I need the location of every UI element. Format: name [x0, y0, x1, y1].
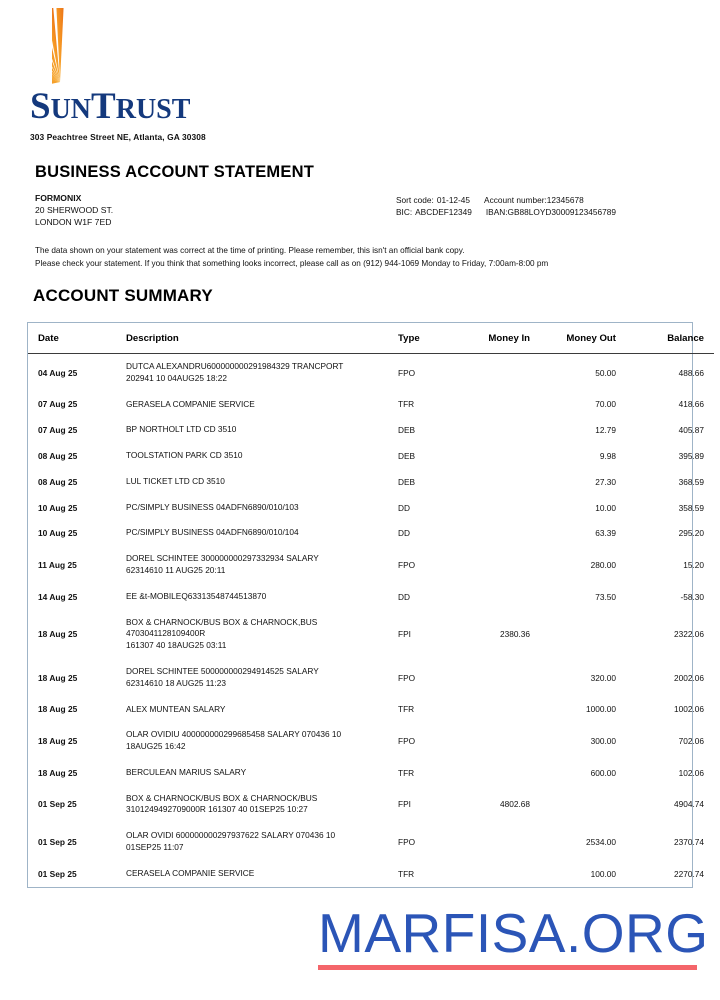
table-row: [28, 760, 714, 786]
description-line-2: 62314610 18 AUG25 11:23: [126, 677, 226, 688]
table-body: [28, 354, 714, 887]
cell-date: 18 Aug 25: [38, 704, 78, 715]
cell-money-out: 9.98: [599, 451, 616, 462]
description-line-1: OLAR OVIDI 600000000297937622 SALARY 070436 10: [126, 830, 336, 841]
cell-type: FPO: [398, 560, 416, 571]
cell-money-in: [456, 469, 530, 495]
cell-balance: 2322.06: [674, 629, 704, 640]
section-heading-account-summary: ACCOUNT SUMMARY: [33, 286, 213, 305]
cell-balance: 295.20: [678, 528, 704, 539]
transactions-table-container: [27, 322, 704, 888]
cell-money-in: [456, 443, 530, 469]
cell-balance: 102.06: [678, 767, 704, 778]
cell-date: 10 Aug 25: [38, 528, 78, 539]
transactions-table: [28, 323, 714, 887]
cell-money-out: 50.00: [595, 367, 616, 378]
cell-money-in: [456, 584, 530, 610]
cell-description: [126, 722, 398, 760]
cell-balance: 2002.06: [674, 672, 704, 683]
description-line-2: 18AUG25 16:42: [126, 741, 186, 752]
description-line-2: 161307 40 18AUG25 03:11: [126, 640, 227, 651]
cell-balance: 368.59: [678, 476, 704, 487]
cell-money-in: 2380.36: [500, 629, 530, 640]
account-number-value: 12345678: [546, 195, 584, 205]
cell-date: 08 Aug 25: [38, 451, 78, 462]
cell-type: DEB: [398, 476, 416, 487]
cell-type: TFR: [398, 868, 415, 879]
watermark-underline: [318, 965, 697, 970]
account-meta-row-2: [396, 206, 616, 218]
table-row: [28, 659, 714, 697]
cell-money-in: [456, 417, 530, 443]
table-row: [28, 354, 714, 392]
description-line-1: GERASELA COMPANIE SERVICE: [126, 398, 255, 409]
cell-description: [126, 584, 398, 610]
cell-date: 08 Aug 25: [38, 476, 78, 487]
bank-logo-block: [30, 8, 290, 142]
cell-money-out: 63.39: [595, 528, 616, 539]
site-watermark: [318, 902, 709, 970]
watermark-text: MARFISA.ORG: [318, 902, 709, 964]
cell-description: [126, 417, 398, 443]
cell-date: 18 Aug 25: [38, 672, 78, 683]
cell-money-out: 10.00: [595, 502, 616, 513]
column-header-balance: Balance: [616, 323, 714, 354]
wordmark-un: UN: [50, 94, 92, 125]
description-line-1: BERCULEAN MARIUS SALARY: [126, 766, 247, 777]
description-line-1: ALEX MUNTEAN SALARY: [126, 703, 226, 714]
table-row: [28, 722, 714, 760]
iban-value: GB88LOYD30009123456789: [507, 207, 616, 218]
disclaimer-line-2: Please check your statement. If you think that something looks incorrect, please call as on (912) 944-1069 Monday to Friday, 7:00am-8:00 pm: [35, 259, 549, 269]
table-row: [28, 786, 714, 824]
cell-type: FPO: [398, 367, 416, 378]
table-row: [28, 823, 714, 861]
table-row: [28, 443, 714, 469]
column-header-date: Date: [28, 323, 126, 354]
cell-description: [126, 760, 398, 786]
cell-date: 07 Aug 25: [38, 399, 78, 410]
sunburst-icon: [52, 8, 232, 86]
cell-money-out: 70.00: [595, 399, 616, 410]
cell-money-out: 280.00: [590, 560, 616, 571]
cell-type: FPO: [398, 836, 416, 847]
description-line-1: BOX & CHARNOCK/BUS BOX & CHARNOCK,BUS 4703041128109400R: [126, 616, 318, 639]
cell-balance: 405.87: [678, 425, 704, 436]
cell-type: FPO: [398, 736, 416, 747]
description-line-1: PC/SIMPLY BUSINESS 04ADFN6890/010/103: [126, 501, 299, 512]
column-header-money-in: Money In: [456, 323, 530, 354]
sort-code-label: Sort code:: [396, 195, 434, 205]
description-line-1: DUTCA ALEXANDRU600000000291984329 TRANCPORT: [126, 361, 344, 371]
description-line-1: BP NORTHOLT LTD CD 3510: [126, 424, 237, 435]
cell-type: TFR: [398, 767, 415, 778]
description-line-1: LUL TICKET LTD CD 3510: [126, 475, 225, 486]
cell-money-in: [456, 495, 530, 521]
sort-code-value: 01-12-45: [436, 195, 471, 205]
cell-type: DD: [398, 528, 410, 539]
cell-description: [126, 659, 398, 697]
customer-name: FORMONIX: [35, 193, 82, 203]
description-line-1: TOOLSTATION PARK CD 3510: [126, 450, 243, 461]
description-line-2: 202941 10 04AUG25 18:22: [126, 372, 228, 383]
table-row: [28, 861, 714, 887]
cell-balance: -58.30: [680, 591, 704, 602]
cell-money-out: 1000.00: [586, 704, 616, 715]
table-row: [28, 495, 714, 521]
cell-balance: 395.89: [678, 451, 704, 462]
cell-date: 18 Aug 25: [38, 629, 78, 640]
table-row: [28, 584, 714, 610]
cell-description: [126, 786, 398, 824]
cell-money-out: 12.79: [595, 425, 616, 436]
cell-description: [126, 546, 398, 584]
description-line-1: OLAR OVIDIU 400000000299685458 SALARY 070436 10: [126, 729, 342, 740]
cell-date: 18 Aug 25: [38, 736, 78, 747]
cell-money-out: 2534.00: [586, 836, 616, 847]
table-row: [28, 392, 714, 418]
wordmark-t: T: [91, 86, 116, 127]
cell-money-in: [456, 760, 530, 786]
cell-money-out: 27.30: [595, 476, 616, 487]
cell-date: 01 Sep 25: [38, 799, 77, 810]
cell-type: DD: [398, 591, 410, 602]
cell-balance: 15.20: [683, 560, 704, 571]
description-line-2: 01SEP25 11:07: [126, 841, 184, 852]
column-header-money-out: Money Out: [530, 323, 616, 354]
description-line-2: 62314610 11 AUG25 20:11: [126, 565, 226, 576]
column-header-description: Description: [126, 323, 398, 354]
cell-money-out: [530, 610, 616, 659]
cell-balance: 702.06: [678, 736, 704, 747]
table-row: [28, 546, 714, 584]
cell-type: TFR: [398, 399, 415, 410]
cell-type: FPI: [398, 629, 411, 640]
description-line-1: BOX & CHARNOCK/BUS BOX & CHARNOCK/BUS: [126, 792, 318, 803]
cell-type: DEB: [398, 425, 416, 436]
cell-balance: 418.66: [678, 399, 704, 410]
table-row: [28, 697, 714, 723]
customer-address-line-1: 20 SHERWOOD ST.: [35, 205, 114, 216]
cell-money-in: [456, 546, 530, 584]
description-line-1: DOREL SCHINTEE 500000000294914525 SALARY: [126, 665, 319, 676]
wordmark-s: S: [30, 86, 51, 127]
description-line-2: 3101249492709000R 161307 40 01SEP25 10:27: [126, 804, 308, 815]
description-line-1: PC/SIMPLY BUSINESS 04ADFN6890/010/104: [126, 527, 299, 538]
cell-money-out: [530, 786, 616, 824]
cell-type: FPO: [398, 672, 416, 683]
cell-description: [126, 495, 398, 521]
cell-money-out: 600.00: [590, 767, 616, 778]
cell-money-out: 300.00: [590, 736, 616, 747]
cell-date: 07 Aug 25: [38, 425, 78, 436]
cell-balance: 2270.74: [674, 868, 704, 879]
cell-money-out: 100.00: [590, 868, 616, 879]
cell-money-in: [456, 697, 530, 723]
cell-money-out: 73.50: [595, 591, 616, 602]
cell-money-in: [456, 520, 530, 546]
cell-balance: 358.59: [678, 502, 704, 513]
description-line-1: EE &t-MOBILEQ63313548744513870: [126, 590, 267, 601]
bic-label: BIC:: [396, 207, 413, 218]
cell-balance: 488.66: [678, 367, 704, 378]
table-row: [28, 520, 714, 546]
iban-label: IBAN:: [485, 207, 508, 218]
table-row: [28, 417, 714, 443]
cell-money-in: [456, 659, 530, 697]
description-line-1: CERASELA COMPANIE SERVICE: [126, 867, 255, 878]
cell-money-in: [456, 392, 530, 418]
customer-address-block: [35, 192, 113, 229]
cell-money-in: [456, 722, 530, 760]
disclaimer-block: [35, 244, 695, 270]
cell-description: [126, 469, 398, 495]
cell-balance: 1002.06: [674, 704, 704, 715]
cell-description: [126, 443, 398, 469]
cell-type: DD: [398, 502, 410, 513]
table-row: [28, 610, 714, 659]
wordmark-rust: RUST: [115, 94, 191, 125]
cell-balance: 2370.74: [674, 836, 704, 847]
cell-description: [126, 520, 398, 546]
cell-type: FPI: [398, 799, 411, 810]
bank-wordmark: [30, 88, 290, 125]
cell-date: 11 Aug 25: [38, 560, 77, 571]
table-header: [28, 323, 714, 354]
account-meta-row-1: [396, 194, 616, 206]
customer-address-line-2: LONDON W1F 7ED: [35, 217, 112, 228]
cell-description: [126, 697, 398, 723]
cell-description: [126, 392, 398, 418]
cell-type: DEB: [398, 451, 416, 462]
disclaimer-line-1: The data shown on your statement was correct at the time of printing. Please remember, this isn't an official bank copy.: [35, 246, 465, 255]
column-header-type: Type: [398, 323, 456, 354]
account-details-block: [396, 194, 616, 219]
cell-money-in: [456, 354, 530, 392]
account-number-label: Account number:: [484, 195, 547, 205]
cell-description: [126, 823, 398, 861]
cell-description: [126, 861, 398, 887]
description-line-1: DOREL SCHINTEE 300000000297332934 SALARY: [126, 553, 319, 564]
cell-date: 14 Aug 25: [38, 591, 78, 602]
cell-type: TFR: [398, 704, 415, 715]
table-row: [28, 469, 714, 495]
cell-balance: 4904.74: [674, 799, 704, 810]
cell-date: 10 Aug 25: [38, 502, 78, 513]
cell-date: 01 Sep 25: [38, 868, 77, 879]
cell-date: 18 Aug 25: [38, 767, 78, 778]
cell-date: 01 Sep 25: [38, 836, 77, 847]
page-title: BUSINESS ACCOUNT STATEMENT: [35, 163, 314, 181]
bank-address: 303 Peachtree Street NE, Atlanta, GA 30308: [30, 132, 206, 142]
cell-date: 04 Aug 25: [38, 367, 78, 378]
cell-description: [126, 610, 398, 659]
cell-money-out: 320.00: [590, 672, 616, 683]
cell-money-in: [456, 861, 530, 887]
cell-money-in: [456, 823, 530, 861]
table-header-row: [28, 323, 714, 354]
cell-money-in: 4802.68: [500, 799, 530, 810]
cell-description: [126, 354, 398, 392]
bic-value: ABCDEF12349: [415, 207, 472, 218]
